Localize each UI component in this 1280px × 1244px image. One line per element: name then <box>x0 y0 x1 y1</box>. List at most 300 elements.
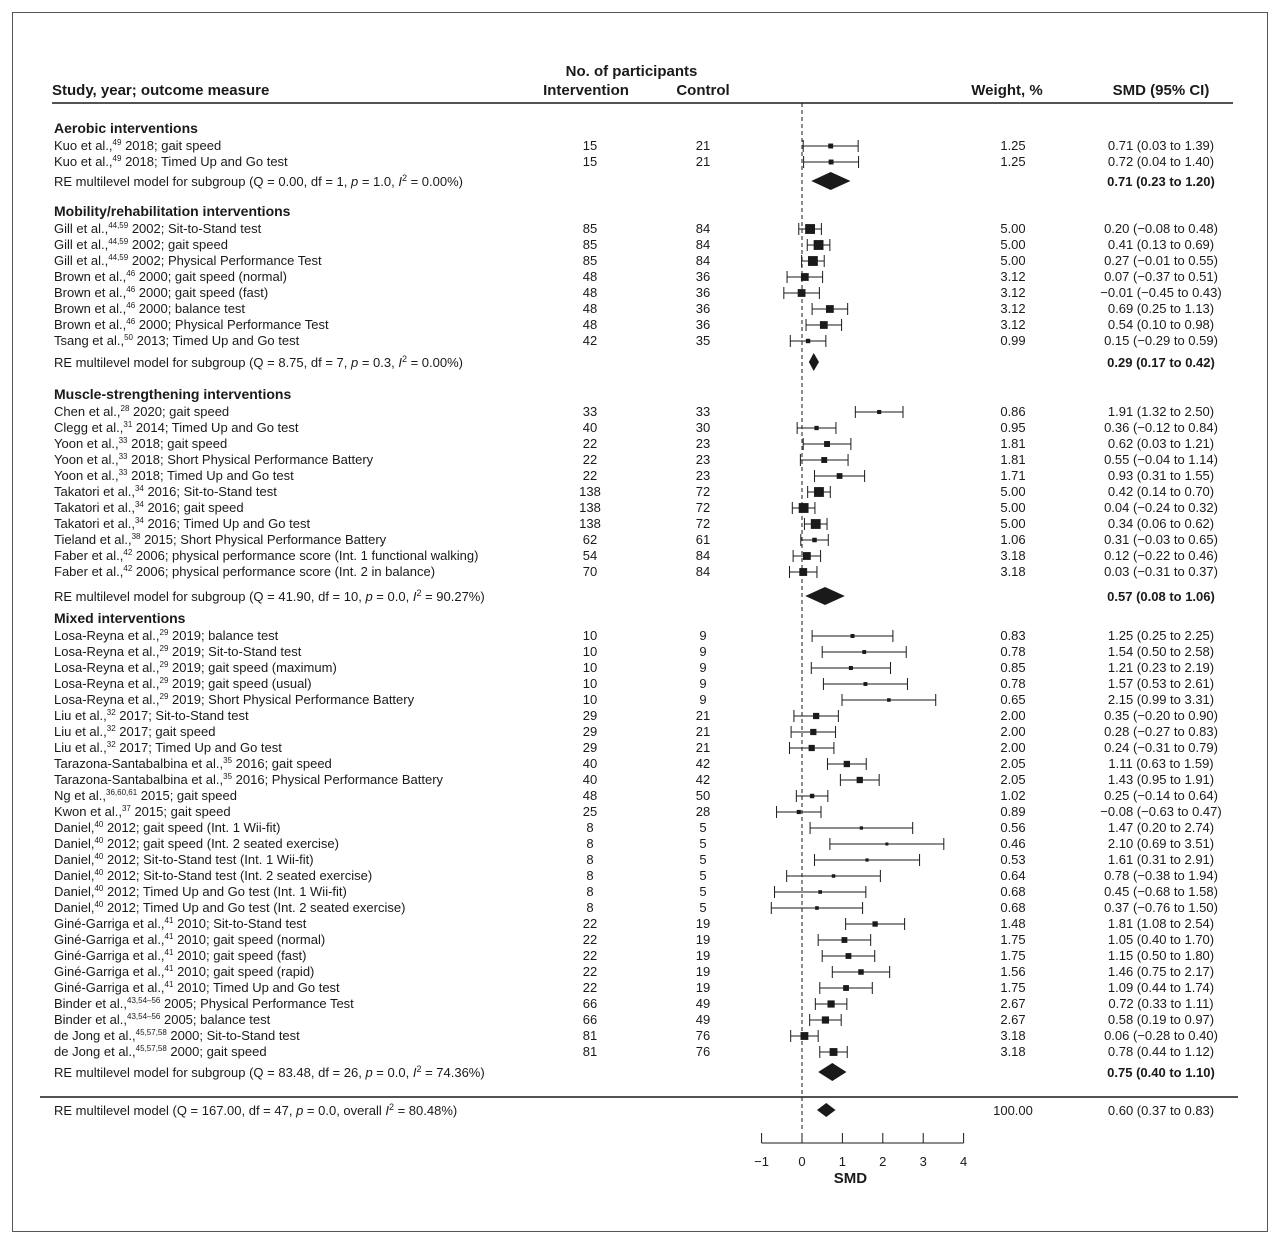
study-author: Tieland et al., <box>54 532 132 547</box>
x-axis-tick-label: 3 <box>919 1154 927 1169</box>
study-reference: 33 <box>118 452 128 461</box>
control-count: 9 <box>699 676 707 691</box>
subgroup-model-label-text: = 0.0, <box>372 1065 413 1080</box>
study-author: Losa-Reyna et al., <box>54 692 160 707</box>
study-outcome: 2016; Timed Up and Go test <box>143 516 311 531</box>
subgroup-model-label-i2-sup: 2 <box>401 173 407 183</box>
study-point-estimate <box>822 1016 829 1023</box>
study-point-estimate <box>799 503 809 513</box>
study-label <box>54 500 244 515</box>
study-outcome: 2016; Physical Performance Battery <box>232 772 444 787</box>
study-smd-ci: 0.93 (0.31 to 1.55) <box>1107 468 1215 483</box>
study-smd-ci: −0.08 (−0.63 to 0.47) <box>1100 804 1222 819</box>
intervention-count: 8 <box>586 884 594 899</box>
study-point-estimate <box>842 937 848 943</box>
study-point-estimate <box>824 441 830 447</box>
intervention-count: 70 <box>582 564 598 579</box>
study-author: Yoon et al., <box>54 452 119 467</box>
intervention-count: 10 <box>582 644 598 659</box>
study-point-estimate <box>863 682 867 686</box>
study-label <box>54 740 282 755</box>
study-smd-ci: 1.09 (0.44 to 1.74) <box>1107 980 1215 995</box>
study-point-estimate <box>850 634 854 638</box>
subgroup-model-label-p: p <box>350 174 359 189</box>
study-outcome: 2000; Sit-to-Stand test <box>166 1028 300 1043</box>
subgroup-model-label-text: RE multilevel model for subgroup (Q = 83.48, df = 26, <box>54 1065 366 1080</box>
study-reference: 41 <box>164 964 174 973</box>
intervention-count: 48 <box>582 269 598 284</box>
study-weight: 0.78 <box>1000 676 1026 691</box>
study-reference: 29 <box>159 692 169 701</box>
control-count: 9 <box>699 660 707 675</box>
study-weight: 0.78 <box>1000 644 1026 659</box>
study-weight: 3.18 <box>1000 564 1026 579</box>
study-reference: 43,54–56 <box>127 996 161 1005</box>
study-weight: 1.71 <box>1000 468 1026 483</box>
study-weight: 5.00 <box>1000 516 1026 531</box>
control-count: 23 <box>695 436 711 451</box>
study-smd-ci: 1.81 (1.08 to 2.54) <box>1107 916 1215 931</box>
study-weight: 3.12 <box>1000 285 1026 300</box>
study-label <box>54 804 231 819</box>
study-outcome: 2010; Sit-to-Stand test <box>173 916 307 931</box>
study-label <box>54 964 314 979</box>
study-outcome: 2019; balance test <box>168 628 279 643</box>
study-reference: 36,60,61 <box>106 788 138 797</box>
study-reference: 45,57,58 <box>135 1044 167 1053</box>
control-count: 21 <box>695 154 711 169</box>
overall-smd-ci: 0.60 (0.37 to 0.83) <box>1107 1103 1215 1118</box>
study-smd-ci: 0.04 (−0.24 to 0.32) <box>1104 500 1218 515</box>
study-smd-ci: 0.54 (0.10 to 0.98) <box>1107 317 1215 332</box>
study-outcome: 2000; balance test <box>135 301 246 316</box>
control-count: 84 <box>695 564 711 579</box>
study-reference: 49 <box>112 154 122 163</box>
control-count: 5 <box>699 836 707 851</box>
study-reference: 40 <box>94 900 104 909</box>
intervention-count: 85 <box>582 221 598 236</box>
study-point-estimate <box>887 698 891 702</box>
study-reference: 32 <box>106 724 116 733</box>
study-outcome: 2012; Timed Up and Go test (Int. 2 seated exercise) <box>103 900 406 915</box>
study-reference: 29 <box>159 676 169 685</box>
study-smd-ci: 0.69 (0.25 to 1.13) <box>1107 301 1215 316</box>
study-point-estimate <box>844 761 850 767</box>
study-smd-ci: 0.07 (−0.37 to 0.51) <box>1104 269 1218 284</box>
study-smd-ci: 0.24 (−0.31 to 0.79) <box>1104 740 1218 755</box>
intervention-count: 29 <box>582 708 598 723</box>
subgroup-diamond <box>805 587 845 605</box>
control-count: 84 <box>695 548 711 563</box>
control-count: 72 <box>695 484 711 499</box>
study-label <box>54 916 307 931</box>
study-author: Losa-Reyna et al., <box>54 644 160 659</box>
intervention-count: 85 <box>582 253 598 268</box>
weight-column-header: Weight, % <box>971 82 1043 99</box>
study-author: Giné-Garriga et al., <box>54 964 165 979</box>
control-count: 23 <box>695 452 711 467</box>
study-outcome: 2012; gait speed (Int. 1 Wii-fit) <box>103 820 281 835</box>
intervention-count: 40 <box>582 420 598 435</box>
study-reference: 32 <box>106 740 116 749</box>
study-point-estimate <box>862 650 866 654</box>
study-column-header: Study, year; outcome measure <box>52 82 270 99</box>
subgroup-model-label-text: = 90.27%) <box>421 589 485 604</box>
intervention-count: 42 <box>582 333 598 348</box>
study-point-estimate <box>837 473 843 479</box>
study-author: Losa-Reyna et al., <box>54 676 160 691</box>
study-point-estimate <box>832 874 836 878</box>
study-smd-ci: 0.71 (0.03 to 1.39) <box>1107 138 1215 153</box>
study-label <box>54 1012 271 1027</box>
study-label <box>54 788 237 803</box>
intervention-count: 25 <box>582 804 598 819</box>
study-reference: 29 <box>159 644 169 653</box>
study-reference: 40 <box>94 852 104 861</box>
study-label <box>54 532 387 547</box>
subgroup-title: Aerobic interventions <box>54 120 198 136</box>
control-count: 72 <box>695 500 711 515</box>
study-smd-ci: 2.15 (0.99 to 3.31) <box>1107 692 1215 707</box>
study-outcome: 2018; Timed Up and Go test <box>121 154 288 169</box>
study-weight: 0.65 <box>1000 692 1026 707</box>
study-outcome: 2013; Timed Up and Go test <box>133 333 300 348</box>
study-outcome: 2000; gait speed <box>166 1044 267 1059</box>
study-outcome: 2019; Short Physical Performance Battery <box>168 692 415 707</box>
study-author: Giné-Garriga et al., <box>54 980 165 995</box>
study-smd-ci: 1.05 (0.40 to 1.70) <box>1107 932 1215 947</box>
study-author: Gill et al., <box>54 237 109 252</box>
intervention-count: 22 <box>582 948 598 963</box>
study-reference: 35 <box>223 756 233 765</box>
study-label <box>54 468 294 483</box>
study-author: Daniel, <box>54 836 95 851</box>
study-outcome: 2015; Short Physical Performance Battery <box>140 532 387 547</box>
study-point-estimate <box>818 890 822 894</box>
subgroup-model-label-text: = 0.00%) <box>406 174 463 189</box>
subgroup-diamond <box>818 1063 846 1081</box>
study-outcome: 2020; gait speed <box>129 404 230 419</box>
study-author: Takatori et al., <box>54 500 135 515</box>
study-author: Tarazona-Santabalbina et al., <box>54 772 224 787</box>
study-point-estimate <box>808 256 818 266</box>
study-label <box>54 452 374 467</box>
study-smd-ci: 0.42 (0.14 to 0.70) <box>1107 484 1215 499</box>
study-reference: 44,59 <box>108 221 129 230</box>
study-reference: 42 <box>123 564 133 573</box>
study-point-estimate <box>799 568 807 576</box>
study-outcome: 2012; Timed Up and Go test (Int. 1 Wii-fit) <box>103 884 347 899</box>
study-point-estimate <box>843 985 849 991</box>
study-point-estimate <box>826 305 834 313</box>
control-count: 19 <box>695 964 711 979</box>
intervention-count: 138 <box>579 516 601 531</box>
control-count: 76 <box>695 1044 711 1059</box>
overall-model-label <box>54 1102 457 1118</box>
subgroup-model-label-i2: I <box>398 174 402 189</box>
intervention-count: 33 <box>582 404 598 419</box>
study-outcome: 2010; gait speed (rapid) <box>173 964 315 979</box>
control-count: 50 <box>695 788 711 803</box>
intervention-count: 8 <box>586 868 594 883</box>
subgroup-model-label <box>54 1064 485 1080</box>
control-count: 84 <box>695 253 711 268</box>
intervention-count: 138 <box>579 500 601 515</box>
study-smd-ci: 0.34 (0.06 to 0.62) <box>1107 516 1215 531</box>
study-author: Daniel, <box>54 884 95 899</box>
x-axis-tick-label: 1 <box>838 1154 847 1169</box>
intervention-count: 15 <box>582 154 598 169</box>
study-outcome: 2017; Sit-to-Stand test <box>115 708 249 723</box>
x-axis-tick-label: 0 <box>798 1154 806 1169</box>
study-author: Giné-Garriga et al., <box>54 916 165 931</box>
overall-model-label-i2-sup: 2 <box>388 1102 394 1112</box>
study-author: Liu et al., <box>54 724 107 739</box>
study-reference: 46 <box>126 269 136 278</box>
control-count: 36 <box>695 301 711 316</box>
study-reference: 46 <box>126 317 136 326</box>
study-point-estimate <box>813 713 819 719</box>
study-weight: 0.56 <box>1000 820 1026 835</box>
study-reference: 35 <box>223 772 233 781</box>
subgroup-model-label-text: = 74.36%) <box>421 1065 485 1080</box>
subgroup-model-label-p: p <box>365 1065 373 1080</box>
study-author: Chen et al., <box>54 404 121 419</box>
study-label <box>54 333 300 348</box>
study-outcome: 2002; Sit-to-Stand test <box>128 221 262 236</box>
study-point-estimate <box>803 552 811 560</box>
study-label <box>54 900 405 915</box>
study-outcome: 2016; Sit-to-Stand test <box>143 484 277 499</box>
overall-weight: 100.00 <box>993 1103 1033 1118</box>
study-weight: 2.00 <box>1000 724 1026 739</box>
study-label <box>54 932 325 947</box>
study-reference: 29 <box>159 660 169 669</box>
study-outcome: 2012; Sit-to-Stand test (Int. 2 seated exercise) <box>103 868 373 883</box>
study-author: Losa-Reyna et al., <box>54 660 160 675</box>
control-count: 19 <box>695 948 711 963</box>
study-weight: 0.53 <box>1000 852 1026 867</box>
subgroup-model-label-text: = 0.3, <box>358 355 399 370</box>
control-count: 72 <box>695 516 711 531</box>
control-count: 36 <box>695 317 711 332</box>
study-outcome: 2016; gait speed <box>232 756 332 771</box>
study-weight: 3.12 <box>1000 317 1026 332</box>
study-smd-ci: 1.47 (0.20 to 2.74) <box>1107 820 1215 835</box>
study-author: Gill et al., <box>54 221 109 236</box>
study-smd-ci: 0.27 (−0.01 to 0.55) <box>1104 253 1218 268</box>
control-count: 42 <box>695 756 711 771</box>
study-reference: 41 <box>164 932 174 941</box>
study-point-estimate <box>820 321 828 329</box>
study-smd-ci: 1.61 (0.31 to 2.91) <box>1107 852 1215 867</box>
study-point-estimate <box>877 410 881 414</box>
study-smd-ci: 0.78 (−0.38 to 1.94) <box>1104 868 1218 883</box>
study-smd-ci: 0.35 (−0.20 to 0.90) <box>1104 708 1218 723</box>
study-weight: 0.86 <box>1000 404 1026 419</box>
study-author: Giné-Garriga et al., <box>54 948 165 963</box>
study-reference: 49 <box>112 138 122 147</box>
study-weight: 1.48 <box>1000 916 1026 931</box>
study-label <box>54 516 310 531</box>
overall-model-label-text: = 0.0, overall <box>303 1103 386 1118</box>
study-reference: 46 <box>126 285 136 294</box>
study-author: Clegg et al., <box>54 420 124 435</box>
study-label <box>54 301 245 316</box>
study-smd-ci: 2.10 (0.69 to 3.51) <box>1107 836 1215 851</box>
intervention-count: 22 <box>582 964 598 979</box>
intervention-count: 29 <box>582 724 598 739</box>
study-label <box>54 836 339 851</box>
study-smd-ci: 0.25 (−0.14 to 0.64) <box>1104 788 1218 803</box>
study-label <box>54 484 277 499</box>
study-point-estimate <box>858 969 863 974</box>
study-weight: 0.89 <box>1000 804 1026 819</box>
intervention-column-header: Intervention <box>543 82 629 99</box>
study-author: Tarazona-Santabalbina et al., <box>54 756 224 771</box>
study-point-estimate <box>814 487 824 497</box>
intervention-count: 81 <box>582 1044 598 1059</box>
study-point-estimate <box>865 858 868 861</box>
intervention-count: 22 <box>582 932 598 947</box>
study-weight: 3.18 <box>1000 1044 1026 1059</box>
study-author: Binder et al., <box>54 996 127 1011</box>
subgroup-model-label-i2-sup: 2 <box>401 354 407 364</box>
subgroup-smd-ci: 0.75 (0.40 to 1.10) <box>1107 1065 1215 1080</box>
intervention-count: 40 <box>582 772 598 787</box>
study-label <box>54 420 299 435</box>
study-smd-ci: 0.41 (0.13 to 0.69) <box>1107 237 1215 252</box>
study-weight: 2.67 <box>1000 1012 1026 1027</box>
study-label <box>54 269 287 284</box>
study-weight: 1.75 <box>1000 980 1026 995</box>
control-count: 35 <box>695 333 711 348</box>
subgroup-model-label-p: p <box>350 355 359 370</box>
study-point-estimate <box>849 666 853 670</box>
study-reference: 44,59 <box>108 237 129 246</box>
study-outcome: 2018; Timed Up and Go test <box>127 468 294 483</box>
study-weight: 1.81 <box>1000 436 1026 451</box>
study-author: Liu et al., <box>54 708 107 723</box>
subgroup-model-label-i2-sup: 2 <box>416 1064 422 1074</box>
subgroup-model-label-text: = 1.0, <box>358 174 399 189</box>
control-count: 9 <box>699 628 707 643</box>
study-smd-ci: 0.31 (−0.03 to 0.65) <box>1104 532 1218 547</box>
study-smd-ci: 0.72 (0.33 to 1.11) <box>1108 996 1214 1011</box>
control-count: 19 <box>695 932 711 947</box>
control-count: 5 <box>699 900 707 915</box>
study-outcome: 2019; Sit-to-Stand test <box>168 644 302 659</box>
study-reference: 28 <box>120 404 130 413</box>
study-author: de Jong et al., <box>54 1028 136 1043</box>
study-smd-ci: 1.15 (0.50 to 1.80) <box>1107 948 1215 963</box>
study-weight: 3.18 <box>1000 548 1026 563</box>
study-label <box>54 1028 300 1043</box>
control-count: 19 <box>695 980 711 995</box>
study-point-estimate <box>810 794 814 798</box>
study-label <box>54 317 329 332</box>
intervention-count: 40 <box>582 756 598 771</box>
study-point-estimate <box>814 426 818 430</box>
intervention-count: 22 <box>582 980 598 995</box>
study-label <box>54 1044 267 1059</box>
study-point-estimate <box>828 144 833 149</box>
study-author: Brown et al., <box>54 301 127 316</box>
study-reference: 42 <box>123 548 133 557</box>
study-label <box>54 996 354 1011</box>
study-reference: 38 <box>131 532 141 541</box>
study-reference: 29 <box>159 628 169 637</box>
study-smd-ci: 0.03 (−0.31 to 0.37) <box>1104 564 1218 579</box>
subgroup-model-label-text: = 0.00%) <box>406 355 463 370</box>
study-reference: 34 <box>134 516 144 525</box>
study-label <box>54 708 249 723</box>
study-point-estimate <box>827 1000 834 1007</box>
study-weight: 0.64 <box>1000 868 1026 883</box>
study-outcome: 2018; Short Physical Performance Battery <box>127 452 374 467</box>
study-outcome: 2019; gait speed (maximum) <box>168 660 337 675</box>
study-point-estimate <box>829 160 834 165</box>
study-outcome: 2012; Sit-to-Stand test (Int. 1 Wii-fit) <box>103 852 314 867</box>
study-author: Brown et al., <box>54 285 127 300</box>
intervention-count: 48 <box>582 788 598 803</box>
study-label <box>54 820 280 835</box>
intervention-count: 8 <box>586 900 594 915</box>
subgroup-model-label-i2-sup: 2 <box>416 588 422 598</box>
intervention-count: 138 <box>579 484 601 499</box>
study-smd-ci: 0.15 (−0.29 to 0.59) <box>1104 333 1218 348</box>
participants-header: No. of participants <box>565 63 698 80</box>
study-reference: 37 <box>121 804 131 813</box>
study-point-estimate <box>815 906 819 910</box>
overall-model-label-text: RE multilevel model (Q = 167.00, df = 47, <box>54 1103 297 1118</box>
study-smd-ci: 0.58 (0.19 to 0.97) <box>1107 1012 1215 1027</box>
study-point-estimate <box>811 519 821 529</box>
study-outcome: 2012; gait speed (Int. 2 seated exercise) <box>103 836 339 851</box>
intervention-count: 85 <box>582 237 598 252</box>
subgroup-model-label-i2: I <box>398 355 402 370</box>
subgroup-smd-ci: 0.57 (0.08 to 1.06) <box>1107 589 1215 604</box>
intervention-count: 10 <box>582 692 598 707</box>
study-smd-ci: 0.12 (−0.22 to 0.46) <box>1104 548 1218 563</box>
study-author: Ng et al., <box>54 788 107 803</box>
study-reference: 41 <box>164 980 174 989</box>
control-count: 5 <box>699 868 707 883</box>
study-author: Gill et al., <box>54 253 109 268</box>
study-label <box>54 948 306 963</box>
control-count: 33 <box>695 404 711 419</box>
study-weight: 0.85 <box>1000 660 1026 675</box>
study-label <box>54 852 314 867</box>
study-reference: 45,57,58 <box>135 1028 167 1037</box>
study-smd-ci: 0.62 (0.03 to 1.21) <box>1107 436 1215 451</box>
study-outcome: 2000; gait speed (normal) <box>135 269 287 284</box>
intervention-count: 48 <box>582 285 598 300</box>
study-outcome: 2006; physical performance score (Int. 1 functional walking) <box>132 548 479 563</box>
study-point-estimate <box>885 843 888 846</box>
study-weight: 1.25 <box>1000 138 1026 153</box>
control-count: 19 <box>695 916 711 931</box>
study-outcome: 2018; gait speed <box>127 436 228 451</box>
control-count: 5 <box>699 884 707 899</box>
study-smd-ci: 1.46 (0.75 to 2.17) <box>1107 964 1215 979</box>
study-point-estimate <box>797 810 801 814</box>
control-count: 49 <box>695 1012 711 1027</box>
study-author: Daniel, <box>54 900 95 915</box>
control-count: 84 <box>695 237 711 252</box>
intervention-count: 22 <box>582 452 598 467</box>
study-author: Takatori et al., <box>54 516 135 531</box>
